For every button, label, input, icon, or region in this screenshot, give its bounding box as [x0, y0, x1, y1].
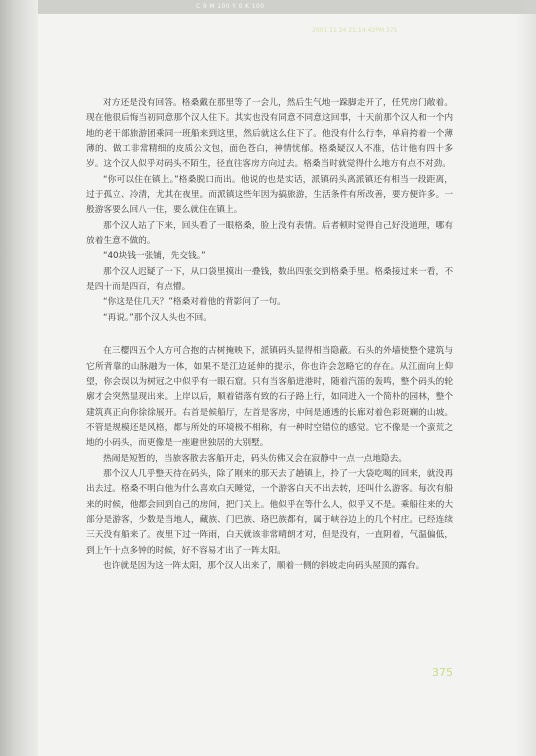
scan-top-strip	[0, 0, 536, 14]
scan-color-mark: C 9 M 100 Y 0 K 100	[196, 3, 265, 10]
spine-shadow	[0, 0, 38, 756]
paragraph: 在三樱四五个人方可合抱的古树掩映下，派镇码头显得相当隐蔽。石头的外墙使整个建筑与它所背靠的山脉融为一体，如果不是江边延伸的提示，你也许会忽略它的存在。从江面向上仰望，你会误以为树冠之中似乎有一眼石窟。只有当客船进港时，随着汽笛的轰鸣，整个码头的轮廓才会突然显现出来。上岸以后，顺着错落有致的石子路上行，如同进入一个简朴的园林，整个建筑真正向你徐徐展开。右首是候船厅，左首是客房，中间是通透的长廊对着色彩斑斓的山坡。不管是规模还是风格，都与所处的环境极不相称，有一种时空错位的感觉。它不像是一个蛮荒之地的小码头，而更像是一座避世独居的大别墅。	[86, 346, 453, 449]
paragraph: “40块钱一张铺，先交钱。”	[103, 251, 206, 262]
page-number: 375	[432, 666, 453, 679]
print-timestamp: 2001 11 24 21:14:42PM 375	[312, 27, 398, 34]
body-text	[86, 96, 453, 574]
paragraph: “你这是住几天？”格桑对着他的背影问了一句。	[103, 297, 286, 308]
paragraph: 那个汉人站了下来，回头看了一眼格桑，脸上没有表情。后者顿时觉得自己好没道理，哪有放着生意不做的。	[86, 220, 453, 247]
paragraph: 也许就是因为这一阵太阳，那个汉人出来了，顺着一侧的斜坡走向码头屋顶的露台。	[103, 560, 425, 571]
section-gap	[86, 326, 453, 344]
page-edge-shadow	[516, 0, 536, 756]
paragraph: 那个汉人几乎整天待在码头，除了刚来的那天去了趟镇上，拎了一大袋吃喝的回来，就没再出去过。格桑不明白他为什么喜欢白天睡觉，一个游客白天不出去转，还叫什么游客。每次有船来的时候，他都会回到自己的房间，把门关上。他似乎在等什么人，似乎又不是。乘船往来的大部分是游客，少数是当地人，藏族、门巴族、珞巴族都有，属于峡谷边上的几个村庄。已经连续三天没有船来了。夜里下过一阵雨，白天就该非常晴朗才对，但是没有，一直阴着，气温偏低，到上午十点多钟的时候，好不容易才出了一阵太阳。	[86, 468, 453, 556]
paragraph: “你可以住在镇上。”格桑脱口而出。他说的也是实话，派镇码头离派镇还有相当一段距离，过于孤立、冷清，尤其在夜里。而派镇这些年因为搞旅游，生活条件有所改善，要方便许多。一般游客要么回八一住，要么就住在镇上。	[86, 174, 453, 216]
paragraph: 对方还是没有回答。格桑戴在那里等了一会儿，然后生气地一跺脚走开了，任凭房门敞着。现在他很后悔当初同意那个汉人住下。其实也没有同意不同意这回事，十天前那个汉人和一个内地的老干部旅游团乘同一班船来到这里，然后就这么住下了。他没有什么行李，单肩挎着一个薄薄的、做工非常精细的皮质公文包，面色苍白，神情忧郁。格桑疑汉人不准，估计他有四十多岁。这个汉人似乎对码头不陌生，径直往客房方向过去。格桑当时就觉得什么地方有点不对劲。	[86, 98, 453, 170]
paragraph: 热闹是短暂的，当旅客散去客船开走，码头仿佛又会在寂静中一点一点地隐去。	[103, 453, 408, 464]
paragraph: 那个汉人迟疑了一下，从口袋里摸出一叠钱，数出四张交到格桑手里。格桑接过来一看，不是四十而是四百，有点懵。	[86, 266, 453, 293]
paragraph: “再说。”那个汉人头也不回。	[103, 312, 212, 323]
